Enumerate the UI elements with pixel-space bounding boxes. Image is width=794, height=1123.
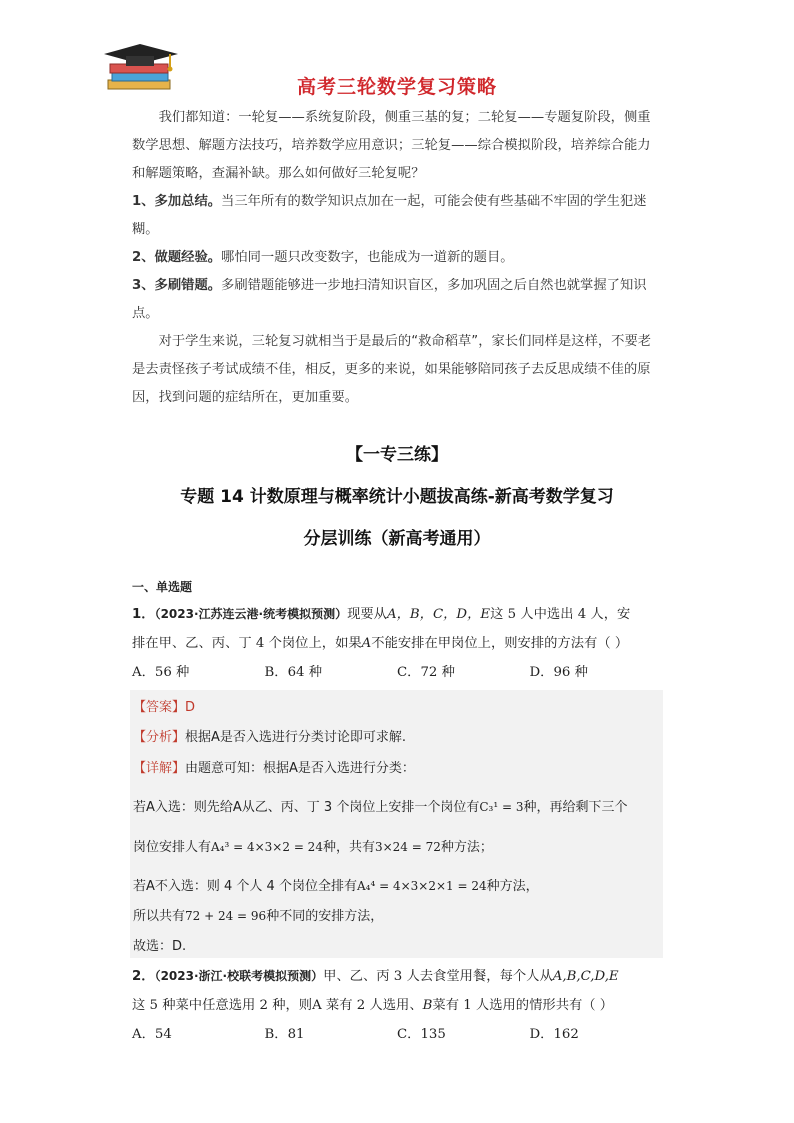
question-2-stem: 2．（2023·浙江·校联考模拟预测）甲、乙、丙 3 人去食堂用餐，每个人从A,B,C,D,E [132, 969, 619, 984]
solution-box [130, 690, 663, 958]
question-1-stem: 1．（2023·江苏连云港·统考模拟预测）现要从A，B，C，D，E这 5 人中选出 4 人，安 [132, 607, 631, 622]
option-d[interactable]: D．162 [529, 1027, 579, 1042]
detail-line: 【详解】由题意可知：根据A是否入选进行分类： [133, 761, 415, 776]
option-d[interactable]: D．96 种 [529, 665, 588, 680]
tip-item-2: 2、做题经验。哪怕同一题只改变数字，也能成为一道新的题目。 [132, 250, 514, 265]
option-a[interactable]: A．54 [132, 1027, 172, 1042]
answer-line: 【答案】D [133, 700, 196, 715]
question-1-stem-line2: 排在甲、乙、丙、丁 4 个岗位上，如果A不能安排在甲岗位上，则安排的方法有（ ） [132, 636, 629, 651]
closing-paragraph: 对于学生来说，三轮复习就相当于是最后的“救命稻草”，家长们同样是这样，不要老是去责怪孩子考试成绩不佳，相反，更多的来说，如果能够陪同孩子去反思成绩不佳的原因，找到问题的症结所在，更加重要。 [132, 334, 652, 405]
option-b[interactable]: B．81 [264, 1027, 305, 1042]
question-2-options [132, 1020, 662, 1049]
question-1 [132, 600, 662, 687]
detail-case-1: 若A入选：则先给A从乙、丙、丁 3 个岗位上安排一个岗位有C₃¹ = 3种，再给剩下三个 [133, 800, 628, 815]
tip-item-3: 3、多刷错题。多刷错题能够进一步地扫清知识盲区，多加巩固之后自然也就掌握了知识点。 [132, 278, 647, 321]
detail-choice: 故选：D. [133, 939, 187, 954]
intro-paragraph: 我们都知道：一轮复——系统复阶段，侧重三基的复；二轮复——专题复阶段，侧重数学思想、解题方法技巧，培养数学应用意识；三轮复——综合模拟阶段，培养综合能力和解题策略，查漏补缺。那么如何做好三轮复呢？ [132, 110, 651, 181]
option-c[interactable]: C．72 种 [397, 665, 455, 680]
topic-title-line2: 分层训练（新高考通用） [303, 529, 491, 549]
intro-block [132, 104, 662, 412]
question-type-heading: 一、单选题 [132, 580, 193, 594]
question-1-options [132, 658, 662, 687]
analysis-line: 【分析】根据A是否入选进行分类讨论即可求解. [133, 730, 407, 745]
option-c[interactable]: C．135 [397, 1027, 446, 1042]
question-2-stem-line2: 这 5 种菜中任意选用 2 种，则A 菜有 2 人选用、B菜有 1 人选用的情形共有（ ） [132, 998, 614, 1013]
topic-title-line1: 专题 14 计数原理与概率统计小题拔高练-新高考数学复习 [180, 487, 614, 507]
tip-item-1: 1、多加总结。当三年所有的数学知识点加在一起，可能会使有些基础不牢固的学生犯迷糊。 [132, 194, 647, 237]
detail-case-2: 若A不入选：则 4 个人 4 个岗位全排有A₄⁴ = 4×3×2×1 = 24种方法， [133, 879, 539, 894]
detail-case-1-cont: 岗位安排人有A₄³ = 4×3×2 = 24种，共有3×24 = 72种方法； [133, 840, 493, 855]
banner-title: 高考三轮数学复习策略 [296, 76, 497, 98]
option-a[interactable]: A．56 种 [132, 665, 190, 680]
option-b[interactable]: B．64 种 [264, 665, 323, 680]
section-label: 【一专三练】 [346, 445, 448, 465]
question-2 [132, 962, 662, 1049]
detail-total: 所以共有72 + 24 = 96种不同的安排方法， [133, 909, 384, 924]
